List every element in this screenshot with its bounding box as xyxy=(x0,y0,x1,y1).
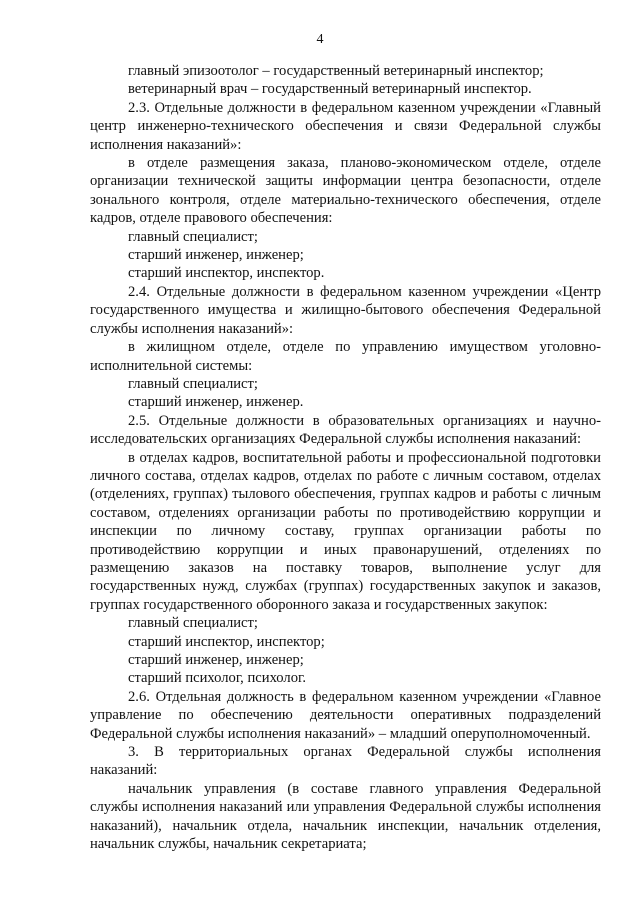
paragraph: главный специалист; xyxy=(128,375,258,392)
paragraph: старший психолог, психолог. xyxy=(128,670,306,687)
paragraph: старший инженер, инженер; xyxy=(128,247,304,264)
paragraph: начальник управления (в составе главного управления Федеральной службы исполнения наказаний или управления Федеральной службы исполнения наказаний), начальник отдела, начальник инспекции, начальник отделения, начальник службы, начальник секретариата; xyxy=(90,780,601,853)
page-number: 4 xyxy=(316,32,324,47)
paragraph: старший инспектор, инспектор; xyxy=(128,633,325,650)
paragraph: в отделе размещения заказа, планово-экономическом отделе, отделе организации технической защиты информации центра безопасности, отделе зонального контроля, отделе материально-технического обеспечения, отделе кадров, отделе правового обеспечения: xyxy=(90,155,601,227)
paragraph: в жилищном отделе, отделе по управлению имуществом уголовно-исполнительной системы: xyxy=(90,339,601,374)
paragraph: главный эпизоотолог – государственный ветеринарный инспектор; xyxy=(128,63,544,79)
paragraph: 3. В территориальных органах Федеральной службы исполнения наказаний: xyxy=(90,744,601,779)
paragraph: 2.3. Отдельные должности в федеральном казенном учреждении «Главный центр инженерно-технического обеспечения и связи Федеральной службы исполнения наказаний»: xyxy=(90,99,601,153)
document-body xyxy=(90,62,601,853)
paragraph: старший инженер, инженер; xyxy=(128,652,304,668)
paragraph: ветеринарный врач – государственный ветеринарный инспектор. xyxy=(128,81,532,98)
paragraph: старший инженер, инженер. xyxy=(128,394,304,411)
paragraph: в отделах кадров, воспитательной работы и профессиональной подготовки личного состава, отделах кадров, отделах по работе с личным составом, отделах (отделениях, группах) тылового обеспечения, группах кадров и работы с личным составом, отделениях организации работы по противодействию коррупции и инспекции по личному составу, группах организации работы по противодействию коррупции и иных правонарушений, отделениях по размещению заказов на поставку товаров, выполнение услуг для государственных нужд, службах (группах) государственных закупок и заказов, группах государственного оборонного заказа и государственных закупок: xyxy=(90,449,601,613)
paragraph: 2.4. Отдельные должности в федеральном казенном учреждении «Центр государственного имущества и жилищно-бытового обеспечения Федеральной службы исполнения наказаний»: xyxy=(90,283,601,337)
paragraph: главный специалист; xyxy=(128,615,258,632)
paragraph: 2.5. Отдельные должности в образовательных организациях и научно-исследовательских организациях Федеральной службы исполнения наказаний: xyxy=(90,412,601,448)
paragraph: старший инспектор, инспектор. xyxy=(128,265,325,282)
paragraph: 2.6. Отдельная должность в федеральном казенном учреждении «Главное управление по обеспечению деятельности оперативных подразделений Федеральной службы исполнения наказаний» – младший оперуполномоченный. xyxy=(90,688,601,742)
paragraph: главный специалист; xyxy=(128,228,258,245)
